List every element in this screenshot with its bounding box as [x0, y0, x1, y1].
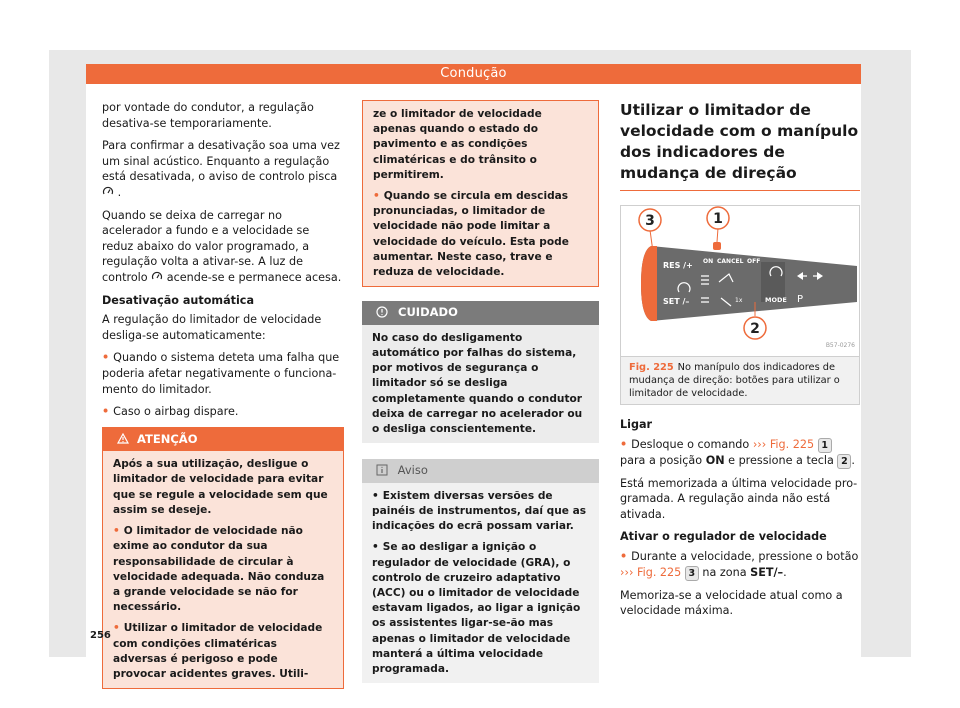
turn-signal-lever-illustration — [621, 206, 859, 356]
list-item: • Quando se circula em descidas pronunciadas, o limitador de velocidade não pode limitar a velocidade do veículo. Esta pode aumentar. Neste caso, trave e reduza de velocidade. — [373, 190, 569, 279]
note-box — [362, 459, 599, 683]
bullet-icon: • — [102, 351, 110, 365]
paragraph: A regulação do limitador de velocidade desliga-se automaticamente: — [102, 313, 322, 342]
bullet-icon: • — [620, 549, 628, 563]
callout-3-label: 3 — [645, 213, 655, 229]
parking-light-icon: P — [797, 294, 804, 305]
figure-reference-link[interactable]: ››› Fig. 225 — [620, 565, 682, 579]
warning-body: Após a sua utilização, desligue o limitador de velocidade para evitar que se regule a velocidade sem que assim se deseje. • O limitador de velocidade não exime ao condutor da sua responsabilidade de circular à velocidade adequada. Não conduza a grande velocidade se não for necessário. • Utilizar o limitador de velocidade com condições climatéricas adversas é perigoso e pode provocar acidentes graves. Utili- — [103, 451, 343, 688]
set-label: SET /– — [663, 297, 690, 306]
on-symbol: ON — [705, 453, 725, 467]
list-item: • Existem diversas versões de painéis de instrumentos, daí que as indicações do ecrã possam variar. — [372, 489, 587, 533]
cancel-label: CANCEL — [717, 258, 744, 265]
list-item: • Durante a velocidade, pressione o botão ››› Fig. 225 3 na zona SET/–. — [620, 549, 859, 579]
bullet-icon: • — [620, 437, 628, 451]
bullet-icon: • — [372, 489, 379, 502]
list-item: • Caso o airbag dispare. — [102, 405, 239, 419]
callout-number: 1 — [818, 438, 832, 453]
note-body — [362, 483, 599, 683]
figure-reference-link[interactable]: ››› Fig. 225 — [752, 437, 815, 451]
info-icon — [376, 463, 398, 477]
figure-caption: Fig. 225 No manípulo dos indicadores de mudança de direção: botões para utilizar o limitador de velocidade. — [620, 357, 860, 405]
bullet-icon: • — [373, 190, 380, 203]
subheading: Ligar — [620, 418, 653, 431]
bullet-icon: • — [113, 525, 120, 538]
subheading: Desativação automática — [102, 293, 254, 307]
list-item: • Desloque o comando ››› Fig. 225 1 para a posição ON e pressione a tecla 2 . — [620, 437, 855, 467]
paragraph: Memoriza-se a velocidade atual como a velocidade máxima. — [620, 588, 843, 618]
column-3 — [620, 100, 860, 626]
warning-box — [102, 427, 344, 689]
subheading: Ativar o regulador de velocidade — [620, 530, 827, 544]
speed-limiter-icon — [151, 271, 167, 284]
warning-header: ATENÇÃO — [103, 428, 343, 452]
section-title: Utilizar o limitador de velocidade com o manípulo dos indicadores de mudança de direção — [620, 100, 860, 191]
callout-number: 2 — [837, 454, 851, 469]
warning-triangle-icon — [117, 432, 137, 446]
res-set-button[interactable] — [641, 246, 657, 321]
note-header: Aviso — [362, 459, 599, 483]
list-item: • Quando o sistema deteta uma falha que poderia afetar negativamente o funcionamento do limitador. — [102, 351, 340, 396]
section-header: Condução — [86, 64, 861, 84]
paragraph: Para confirmar a desativação soa uma vez um sinal acústico. Enquanto a regulação está desativada, o aviso de controlo pisca . — [102, 139, 340, 199]
mode-label: MODE — [765, 296, 787, 304]
on-label: ON — [703, 258, 714, 265]
caution-header: CUIDADO — [362, 301, 599, 325]
list-item: • Se ao desligar a ignição o regulador de velocidade (GRA), o controlo de cruzeiro adaptativo (ACC) ou o limitador de velocidade estavam ligados, ao ligar a ignição os assistentes ligar-se-ão mas apenas o limitador de velocidade manterá a última velocidade programada. — [372, 541, 581, 676]
callout-2-label: 2 — [750, 321, 760, 337]
paragraph: Está memorizada a última velocidade programada. A regulação ainda não está ativada. — [620, 476, 858, 521]
callout-1-label: 1 — [713, 211, 723, 227]
paragraph: Quando se deixa de carregar no acelerador a fundo e a velocidade se reduz abaixo do valor programado, a regulação volta a ativar-se. A luz de controlo acende-se e permanece acesa. — [102, 208, 342, 284]
list-item: • Utilizar o limitador de velocidade com condições climatéricas adversas é perigoso e pode provocar acidentes graves. Utili- — [113, 622, 323, 680]
caution-body: No caso do desligamento automático por falhas do sistema, por motivos de segurança o limitador só se desliga completamente quando o condutor deixa de carregar no acelerador ou o desliga conscientemente. — [362, 325, 599, 443]
bullet-icon: • — [372, 541, 379, 554]
res-label: RES /+ — [663, 261, 693, 270]
caution-circle-icon — [376, 305, 398, 319]
list-item: • O limitador de velocidade não exime ao condutor da sua responsabilidade de circular à velocidade adequada. Não conduza a grande velocidade se não for necessário. — [113, 525, 325, 614]
column-2 — [362, 100, 599, 683]
speed-limiter-icon — [102, 186, 118, 199]
warning-box-continued: ze o limitador de velocidade apenas quando o estado do pavimento e as condições climatéricas e do trânsito o permitirem. • Quando se circula em descidas pronunciadas, o limitador de velocidade não pode limitar a velocidade do veículo. Esta pode aumentar. Neste caso, trave e reduza de velocidade. — [362, 100, 599, 287]
column-1 — [102, 100, 344, 689]
onex-label: 1x — [735, 297, 743, 304]
paragraph: por vontade do condutor, a regulação desativa-se temporariamente. — [102, 101, 314, 130]
off-label: OFF — [747, 258, 761, 265]
bullet-icon: • — [102, 405, 110, 419]
set-symbol: SET/– — [750, 565, 784, 579]
page-number: 256 — [90, 630, 111, 641]
callout-number: 3 — [685, 566, 699, 581]
figure-image — [620, 205, 860, 357]
figure-code: B57-0276 — [825, 342, 855, 350]
figure-label: Fig. 225 — [629, 362, 674, 373]
bullet-icon: • — [113, 622, 120, 635]
on-off-switch[interactable] — [713, 242, 721, 250]
caution-box — [362, 301, 599, 443]
